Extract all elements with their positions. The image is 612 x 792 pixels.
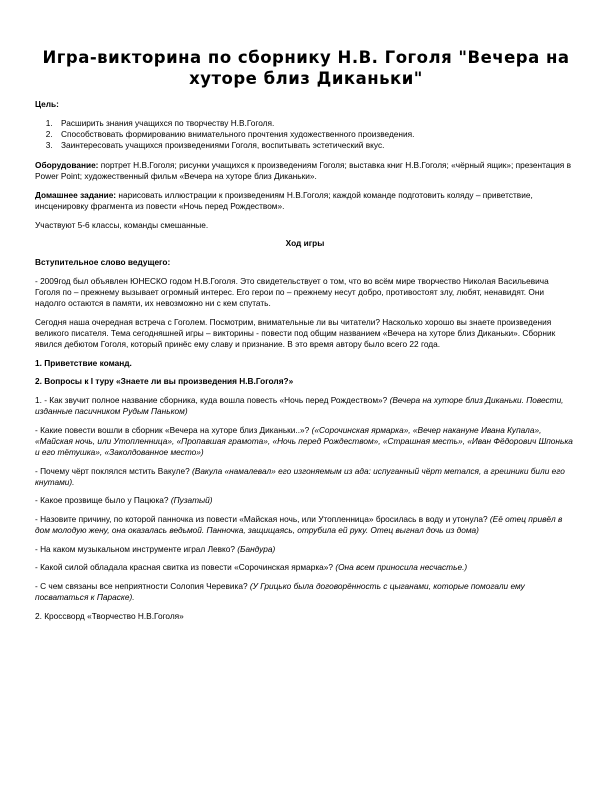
question-text: - Какой силой обладала красная свитка из повести «Сорочинская ярмарка»? xyxy=(35,562,336,573)
question-item xyxy=(35,425,575,459)
goals-list xyxy=(35,118,575,152)
question-item xyxy=(35,395,575,417)
homework-text: нарисовать иллюстрации к произведениям Н.В.Гоголя; каждой команде подготовить коляду – приветствие, инсценировку фрагмента из повести «Ночь перед Рождеством». xyxy=(35,190,533,212)
game-heading: Ход игры xyxy=(285,238,325,249)
question-item xyxy=(35,581,575,603)
intro-paragraph: Сегодня наша очередная встреча с Гоголем. Посмотрим, внимательные ли вы читатели? Насколько хорошо вы знаете произведения великого писателя. Тема сегодняшней игры – викторины - повести под общим названием «Вечера на хуторе близ Диканьки». Сборник явился дебютом Гоголя, который принёс ему славу и признание. В это время автору было всего 22 года. xyxy=(35,316,556,349)
answer-text: (Она всем приносила несчастье.) xyxy=(335,562,468,573)
document-title: Игра-викторина по сборнику Н.В. Гоголя "Вечера на хуторе близ Диканьки" xyxy=(42,48,570,88)
question-item xyxy=(35,466,575,488)
step-heading: 1. Приветствие команд. xyxy=(35,357,132,368)
answer-text: (Вакула «намалевал» его изгоняемым из ада: испуганный чёрт метался, а грешники били его кнутами). xyxy=(35,465,565,487)
answer-text: («Сорочинская ярмарка», «Вечер накануне Ивана Купала», «Майская ночь, или Утопленница», «Пропавшая грамота», «Ночь перед Рождеством», «Страшная месть», «Иван Фёдорович Шпонька и его тётушка», «Заколдованное место») xyxy=(35,424,573,457)
question-text: - Какие повести вошли в сборник «Вечера на хуторе близ Диканьки..»? xyxy=(35,424,312,435)
intro-label: Вступительное слово ведущего: xyxy=(35,256,171,267)
equipment-label: Оборудование: xyxy=(35,160,99,171)
step-heading: 2. Вопросы к I туру «Знаете ли вы произведения Н.В.Гоголя?» xyxy=(35,376,294,387)
question-item xyxy=(35,562,575,573)
goals-label: Цель: xyxy=(35,99,59,109)
answer-text: (У Грицько была договорённость с цыганами, которые помогали ему посвататься к Параске). xyxy=(35,580,525,603)
question-item xyxy=(35,514,575,536)
goal-item: 1. Расширить знания учащихся по творчеству Н.В.Гоголя. xyxy=(55,118,575,129)
equipment-text: портрет Н.В.Гоголя; рисунки учащихся к произведениям Гоголя; выставка книг Н.В.Гоголя; «чёрный ящик»; презентация в Power Point; художественный фильм «Вечера на хуторе близ Диканьки». xyxy=(35,160,571,182)
question-text: - Почему чёрт поклялся мстить Вакуле? xyxy=(35,465,193,476)
question-text: 1. - Как звучит полное название сборника, куда вошла повесть «Ночь перед Рождеством»? xyxy=(35,394,390,405)
answer-text: (Бандура) xyxy=(237,543,276,554)
question-item xyxy=(35,544,575,555)
answer-text: (Пузатый) xyxy=(170,495,213,506)
question-text: - С чем связаны все неприятности Солопия Черевика? xyxy=(35,580,250,591)
question-item xyxy=(35,495,575,506)
document-body xyxy=(35,99,575,629)
equipment-paragraph xyxy=(35,160,575,182)
answer-text: (Вечера на хуторе близ Диканьки. Повести, изданные пасичником Рудым Паньком) xyxy=(35,394,564,416)
homework-label: Домашнее задание: xyxy=(35,190,117,200)
homework-paragraph xyxy=(35,190,575,212)
question-text: - Какое прозвище было у Пацюка? xyxy=(35,495,171,506)
answer-text: (Её отец привёл в дом молодую жену, она оказалась ведьмой. Панночка, защищаясь, отрубила ей руку. Отец выгнал дочь из дома) xyxy=(35,513,563,536)
participants-text: Участвуют 5-6 классы, команды смешанные. xyxy=(35,219,209,230)
step-heading: 2. Кроссворд «Творчество Н.В.Гоголя» xyxy=(35,610,184,621)
goal-item: 2. Способствовать формированию внимательного прочтения художественного произведения. xyxy=(55,129,575,140)
question-text: - Назовите причину, по которой панночка из повести «Майская ночь, или Утопленница» бросилась в воду и утонула? xyxy=(35,513,490,524)
intro-paragraph: - 2009год был объявлен ЮНЕСКО годом Н.В.Гоголя. Это свидетельствует о том, что во всём мире творчество Николая Васильевича Гоголя по – прежнему вызывает огромный интерес. Его герои по – прежнему несут добро, противостоят злу, любят, ненавидят. Они надолго остаются в памяти, их невозможно ни с кем спутать. xyxy=(35,275,549,308)
goal-item: 3. Заинтересовать учащихся произведениями Гоголя, воспитывать эстетический вкус. xyxy=(55,140,575,151)
question-text: - На каком музыкальном инструменте играл Левко? xyxy=(35,543,238,554)
